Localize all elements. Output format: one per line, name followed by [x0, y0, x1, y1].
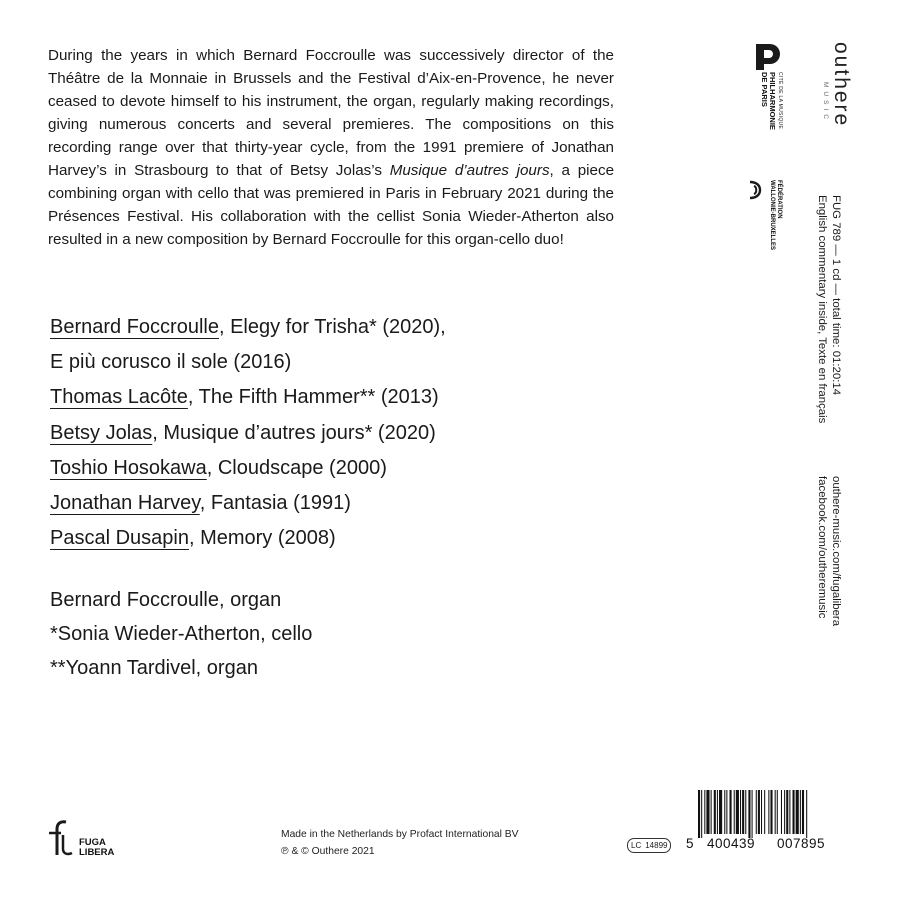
barcode-bar — [748, 790, 750, 838]
barcode-bar — [740, 790, 741, 834]
barcode-bar — [736, 790, 739, 834]
performer-item: *Sonia Wieder-Atherton, cello — [50, 623, 313, 645]
barcode-bar — [806, 790, 807, 838]
track-item — [50, 310, 446, 345]
barcode-bar — [719, 790, 722, 834]
outhere-logo-word: outhere — [830, 42, 853, 128]
composer-link[interactable]: Pascal Dusapin — [50, 527, 189, 550]
barcode-bar — [770, 790, 772, 834]
footer-info — [281, 826, 519, 860]
track-item — [50, 451, 446, 486]
barcode-bar — [706, 790, 709, 834]
performer-item: **Yoann Tardivel, organ — [50, 657, 258, 679]
barcode-bar — [800, 790, 801, 834]
barcode-icon — [686, 790, 838, 838]
barcode-bar — [742, 790, 744, 834]
track-list — [50, 310, 446, 556]
barcode-bar — [796, 790, 799, 834]
website-link[interactable]: outhere-music.com/fugalibera — [830, 476, 842, 627]
track-item — [50, 380, 446, 415]
track-item — [50, 486, 446, 521]
side-info — [815, 195, 843, 423]
lc-number: 14899 — [645, 841, 668, 850]
barcode-digit-group1: 400439 — [707, 836, 756, 851]
fuga-libera-mark-icon — [44, 819, 76, 857]
performer-list — [50, 583, 312, 685]
catalog-info: FUG 789 — 1 cd — total time: 01:20:14 — [830, 195, 842, 396]
barcode-bar — [756, 790, 757, 834]
barcode-bar — [714, 790, 716, 834]
copyright-note: ℗ & © Outhere 2021 — [281, 846, 375, 857]
barcode-bar — [786, 790, 788, 834]
barcode-bar — [781, 790, 782, 834]
barcode-bar — [775, 790, 776, 834]
barcode-bar — [734, 790, 735, 834]
manufacture-note: Made in the Netherlands by Profact International BV — [281, 829, 519, 840]
barcode-bar — [701, 790, 702, 838]
federation-logo — [748, 180, 782, 250]
composer-link[interactable]: Toshio Hosokawa — [50, 456, 207, 479]
track-work: , The Fifth Hammer** (2013) — [187, 386, 439, 409]
philharmonie-place: DE PARIS — [760, 72, 769, 107]
track-work: , Memory (2008) — [188, 527, 336, 550]
barcode-bar — [802, 790, 804, 834]
barcode-bar — [752, 790, 753, 838]
track-work: , Fantasia (1991) — [199, 492, 351, 515]
philharmonie-mark-icon — [752, 42, 782, 72]
barcode-bar — [726, 790, 727, 834]
track-work: , Elegy for Trisha* (2020), — [218, 316, 446, 338]
barcode-bar — [724, 790, 725, 834]
barcode-bar — [758, 790, 760, 834]
track-item — [50, 521, 446, 556]
barcode-bar — [789, 790, 790, 834]
track-work: E più corusco il sole (2016) — [50, 351, 292, 374]
fuga-text: FUGA — [79, 837, 106, 848]
composer-link[interactable]: Bernard Foccroulle — [50, 316, 219, 338]
intro-paragraph — [48, 44, 614, 251]
intro-text-2: , a piece combining organ with cello that was premiered in Paris in February 2021 during the Présences Festival. His collaboration with the cellist Sonia Wieder-Atherton also resulted in a new composition by Bernard Foccroulle for this organ-cello duo! — [48, 162, 615, 248]
composer-link[interactable]: Betsy Jolas — [50, 421, 153, 444]
libera-text: LIBERA — [79, 847, 115, 858]
intro-italic-title: Musique d’autres jours — [389, 162, 550, 179]
barcode-bar — [768, 790, 769, 834]
philharmonie-small-text: CITÉ DE LA MUSIQUE — [777, 72, 783, 130]
barcode-bar — [793, 790, 795, 834]
barcode-bar — [704, 790, 705, 834]
outhere-logo — [819, 42, 853, 152]
barcode-bar — [764, 790, 765, 834]
barcode-digit-group2: 007895 — [777, 836, 826, 851]
philharmonie-logo — [752, 42, 782, 152]
lc-label: LC — [631, 841, 642, 850]
federation-mark-icon — [748, 180, 764, 200]
federation-region: WALLONIE-BRUXELLES — [769, 180, 775, 250]
barcode-bar — [745, 790, 746, 834]
federation-name: FÉDÉRATION — [776, 180, 782, 219]
barcode-bar — [711, 790, 712, 834]
barcode-bar — [698, 790, 700, 838]
barcode-bar — [717, 790, 718, 834]
commentary-info: English commentary inside, Texte en français — [816, 195, 828, 424]
track-work: , Cloudscape (2000) — [206, 456, 387, 479]
performer-item: Bernard Foccroulle, organ — [50, 589, 282, 611]
track-item — [50, 416, 446, 451]
barcode-bar — [730, 790, 732, 834]
side-links — [815, 476, 843, 626]
barcode-digit-first: 5 — [686, 836, 695, 851]
label-code-badge — [627, 838, 671, 853]
barcode-bar — [784, 790, 785, 834]
facebook-link[interactable]: facebook.com/outheremusic — [816, 476, 828, 619]
track-work: , Musique d’autres jours* (2020) — [152, 421, 436, 444]
composer-link[interactable]: Thomas Lacôte — [50, 386, 188, 409]
philharmonie-name: PHILHARMONIE — [768, 72, 777, 130]
outhere-logo-sub: MUSIC — [822, 82, 829, 123]
track-item — [50, 345, 446, 380]
barcode-bar — [777, 790, 778, 834]
intro-text-1: During the years in which Bernard Foccroulle was successively director of the Théâtre de la Monnaie in Brussels and the Festival d’Aix-en-Provence, he never ceased to devote himself to his instrument, the organ, regularly making recordings, giving numerous concerts and several premieres. The compositions on this recording range over that thirty-year cycle, from the 1991 premiere of Jonathan Harvey’s in Strasbourg to that of Betsy Jolas’s — [48, 47, 614, 179]
barcode-bar — [761, 790, 762, 834]
composer-link[interactable]: Jonathan Harvey — [50, 492, 200, 515]
